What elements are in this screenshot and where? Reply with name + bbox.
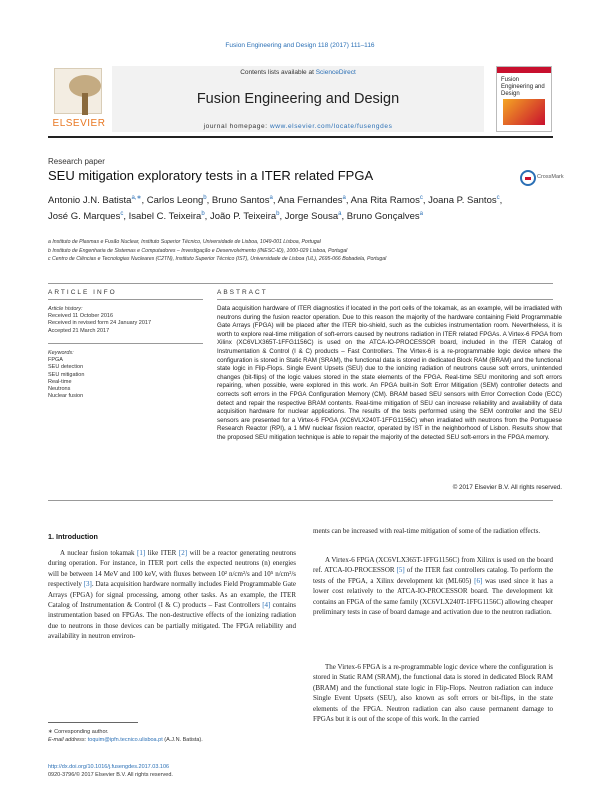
footnote-rule: [48, 722, 138, 723]
affiliation: a Instituto de Plasmas e Fusão Nuclear, Instituto Superior Técnico, Universidade de Lisboa, 1049-001 Lisboa, Portugal: [48, 239, 321, 245]
body-paragraph: The Virtex-6 FPGA is a re-programmable logic device where the configuration is stored in Static RAM (SRAM), the functional data is stored in dedicated Block RAM (BRAM) and the functional state logic in Flip-Flops. Neutron radiation can induce Single Event Upsets (SEU), also known as soft errors or bit-flips, in the state elements of the FPGA. Neutron radiation can also cause permanent damage to FPGAs but it is out of the scope of this work. In the carried: [313, 663, 553, 724]
crossmark-badge[interactable]: CrossMark: [520, 170, 556, 194]
abstract-text: Data acquisition hardware of ITER diagnostics if located in the port cells of the tokamak, as an example, will be irradiated with neutrons during the fusion reactor operation. Due to this reason the majority of the hardware containing Field Programmable Gate Arrays (FPGA) will be placed after the ITER bio-shield, such as the cubicles instrumentation room. Nevertheless, it is worth to explore real-time mitigation of soft-errors caused by neutrons radiation in ITER related FPGAs. A Virtex-6 FPGA from Xilinx (XC6VLX365T-1FFG1156C) is used on the ATCA-IO-PROCESSOR board, included in the ITER Catalog of Instrumentation & Control (I & C) products – Fast Controllers. The Virtex-6 is a re-programmable logic device where the configuration is stored in Static RAM (SRAM), the functional data is stored in dedicated Block RAM (BRAM) and the functional state logic in Flip-Flops. Single Event Upsets (SEU) due to the ionizing radiation of neutrons cause soft errors, unintended changes (bit-flips) of the logic values stored in the state elements of the FPGA. Real-time SEU monitoring and soft errors repairing, when possible, were explored in this work. An FPGA built-in Soft Error Mitigation (SEM) controller detects and corrects soft errors in the FPGA Configuration Memory (CM). BRAM based SEU sensors with Error Correction Code (ECC) detect and repair the respective BRAM contents. Real-time mitigation of SEU can increase reliability and availability of data acquisition hardware for nuclear applications. The results of the tests performed using the SEM controller and the SEU sensors are presented for a Virtex-6 FPGA (XC6VLX240T-1FFG1156C) when irradiated with neutrons from the Portuguese Research Reactor (RPI), a 1 MW nuclear fission reactor, operated by IST in the neighborhood of Lisbon. Results show that the proposed SEU mitigation technique is able to repair the majority of the detected SEU soft-errors in the FPGA memory.: [217, 305, 562, 441]
journal-banner: [112, 66, 484, 132]
journal-title: Fusion Engineering and Design: [196, 91, 400, 107]
author: Joana P. Santos: [428, 195, 497, 207]
sciencedirect-link[interactable]: ScienceDirect: [315, 69, 356, 76]
info-divider: [48, 299, 203, 300]
paper-title: SEU mitigation exploratory tests in a ITER related FPGA: [48, 168, 374, 183]
affiliations: [48, 238, 553, 264]
author: Antonio J.N. Batista: [48, 195, 132, 207]
abstract-divider: [217, 299, 553, 300]
crossmark-icon: [520, 170, 536, 186]
keyword: SEU mitigation: [48, 371, 85, 378]
citation-link[interactable]: [6]: [474, 576, 483, 585]
author: Ana Rita Ramos: [350, 195, 420, 207]
body-paragraph: A nuclear fusion tokamak [1] like ITER [2] will be a reactor generating neutrons during operation. For instance, in ITER port cells the expected neutrons (n) energies will be between 14 MeV and 100 keV, with fluxes between 10² n/cm²/s and 10⁵ n/cm²/s respectively [3]. Data acquisition hardware normally includes Field Programmable Gate Arrays (FPGA) for signal processing, among other tasks. As an example, the ITER Catalog of Instrumentation & Control (I & C) products – Fast Controllers [4] contains instrumentation based on FPGAs. The non-destructive effects of the ionizing radiation due to neutrons in those devices can be partially mitigated. The FPGA reliability and availability in neutron environ-: [48, 549, 296, 641]
corresponding-author-note: ∗ Corresponding author.: [48, 729, 109, 735]
email-link[interactable]: toquim@ipfn.tecnico.ulisboa.pt: [87, 737, 163, 743]
author: José G. Marques: [48, 210, 121, 222]
journal-reference[interactable]: Fusion Engineering and Design 118 (2017) 111–116: [225, 42, 375, 49]
elsevier-logo[interactable]: [48, 66, 110, 132]
homepage-link[interactable]: www.elsevier.com/locate/fusengdes: [270, 123, 393, 130]
author-list: Antonio J.N. Batista$^{a,∗}$, Carlos Leong$^b$, Bruno Santos$^a$, Ana Fernandes$^a$, Ana Rita Ramos$^c$, Joana P. Santos$^c$, José G. Marques$^c$, Isabel C. Teixeira$^b$, João P. Teixeira$^b$, Jorge Sousa$^a$, Bruno Gonçalves$^a$: [48, 195, 503, 222]
history-item: Received in revised form 24 January 2017: [48, 320, 152, 327]
citation-link[interactable]: [4]: [262, 601, 271, 610]
contents-line: Contents lists available at ScienceDirect: [240, 69, 356, 76]
issn-line: 0920-3796/© 2017 Elsevier B.V. All rights reserved.: [48, 772, 173, 778]
author: Jorge Sousa: [284, 210, 339, 222]
citation-link[interactable]: [3]: [83, 580, 92, 589]
cover-art: [503, 99, 545, 125]
journal-header: [48, 66, 553, 132]
body-paragraph: A Virtex-6 FPGA (XC6VLX365T-1FFG1156C) from Xilinx is used on the board ref. ATCA-IO-PROCESSOR [5] of the ITER fast controllers catalog. To perform the tests of the FPGA, a Xilinx development kit (ML605) [6] was used since it has a lower cost relatively to the ATCA-IO-PROCESSOR board. The development kit contains an FPGA of the same family (XC6VLX240T-1FFG1156C) allowing cheaper preliminary tests in case of board damage and activation due to the neutron radiation.: [313, 556, 553, 617]
cover-title: Fusion Engineering and Design: [501, 77, 545, 97]
keyword: Nuclear fusion: [48, 393, 84, 400]
keyword: Neutrons: [48, 386, 71, 393]
author: Bruno Gonçalves: [346, 210, 420, 222]
journal-cover-thumbnail[interactable]: [496, 66, 552, 132]
elsevier-wordmark: ELSEVIER: [52, 118, 106, 129]
elsevier-tree-icon: [54, 68, 102, 114]
keyword: SEU detection: [48, 364, 84, 371]
doi-block: [48, 763, 296, 779]
keyword: FPGA: [48, 357, 63, 364]
author: Ana Fernandes: [277, 195, 343, 207]
info-divider: [48, 343, 203, 344]
citation-link[interactable]: [2]: [178, 549, 188, 557]
abstract-heading: ABSTRACT: [217, 289, 268, 296]
citation-link[interactable]: [1]: [137, 549, 146, 557]
affiliation: b Instituto de Engenharia de Sistemas e Computadores – Investigação e Desenvolvimento (INESC-ID), 1000-029 Lisboa, Portugal: [48, 247, 348, 254]
affiliation: c Centro de Ciências e Tecnologias Nucleares (C2TN), Instituto Superior Técnico (IST), Universidade de Lisboa (UL), 2695-066 Bobadela, Portugal: [48, 256, 387, 262]
section-divider: [48, 283, 553, 284]
article-type: Research paper: [48, 157, 105, 166]
keywords: Keywords: FPGA SEU detection SEU mitigation Real-time Neutrons Nuclear fusion: [48, 350, 198, 400]
author: Isabel C. Teixeira: [128, 210, 202, 222]
header-divider: [48, 136, 553, 138]
keyword: Real-time: [48, 378, 72, 385]
abstract-copyright: © 2017 Elsevier B.V. All rights reserved.: [452, 484, 562, 491]
article-history: Article history: Received 11 October 2016 Received in revised form 24 January 2017 Accepted 21 March 2017: [48, 306, 198, 335]
history-item: Accepted 21 March 2017: [48, 327, 110, 334]
footnote: [48, 728, 296, 744]
email-line: E-mail address: toquim@ipfn.tecnico.ulisboa.pt (A.J.N. Batista).: [48, 737, 203, 743]
history-item: Received 11 October 2016: [48, 313, 114, 320]
author: João P. Teixeira: [209, 210, 277, 222]
author: Bruno Santos: [211, 195, 270, 207]
section-divider: [48, 500, 553, 501]
doi-link[interactable]: http://dx.doi.org/10.1016/j.fusengdes.2017.03.106: [48, 764, 170, 770]
author: Carlos Leong: [146, 195, 204, 207]
journal-homepage: journal homepage: www.elsevier.com/locate/fusengdes: [203, 123, 393, 130]
citation-link[interactable]: [5]: [396, 566, 405, 575]
body-paragraph: ments can be increased with real-time mitigation of some of the radiation effects.: [313, 527, 541, 535]
section-heading: 1. Introduction: [48, 532, 98, 541]
article-info-heading: ARTICLE INFO: [48, 289, 117, 296]
